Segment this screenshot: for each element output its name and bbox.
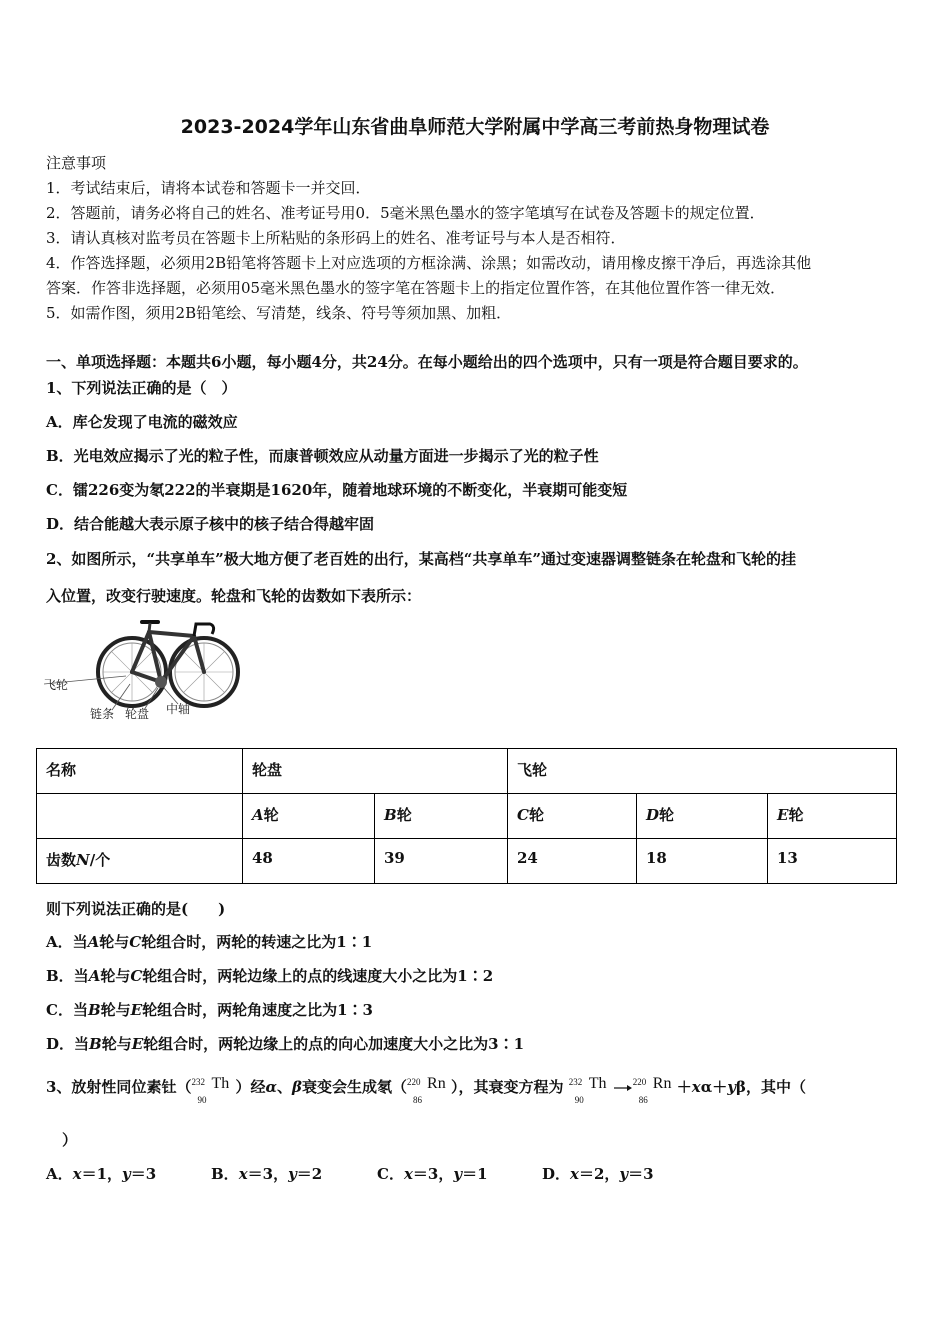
q2-stem: 2、如图所示，“共享单车”极大地方便了老百姓的出行，某高档“共享单车”通过变速器调整链条在轮盘和飞轮的挂 [46, 550, 796, 568]
note-item: 4．作答选择题，必须用2B铅笔将答题卡上对应选项的方框涂满、涂黑；如需改动，请用橡皮擦干净后，再选涂其他 [46, 254, 812, 272]
table-cell: C轮 [508, 794, 637, 839]
table-row [37, 839, 897, 884]
note-item: 答案．作答非选择题，必须用05毫米黑色墨水的签字笔在答题卡上的指定位置作答，在其他位置作答一律无效． [46, 279, 786, 297]
q2-option-b: B．当A轮与C轮组合时，两轮边缘上的点的线速度大小之比为1∶2 [46, 967, 494, 985]
thorium-nuclide: 232 90 Th [568, 1075, 607, 1105]
arrow-icon [613, 1083, 633, 1093]
q2-option-a: A．当A轮与C轮组合时，两轮的转速之比为1∶1 [46, 933, 373, 951]
q3-option-d: D．x＝2，y＝3 [542, 1165, 654, 1183]
q3-option-b: B．x＝3，y＝2 [211, 1165, 323, 1183]
teeth-table [36, 748, 897, 884]
note-item: 1．考试结束后，请将本试卷和答题卡一并交回． [46, 179, 371, 197]
table-cell: 48 [243, 839, 375, 884]
q2-option-c: C．当B轮与E轮组合时，两轮角速度之比为1∶3 [46, 1001, 373, 1019]
note-item: 3．请认真核对监考员在答题卡上所粘贴的条形码上的姓名、准考证号与本人是否相符． [46, 229, 626, 247]
note-item: 5．如需作图，须用2B铅笔绘、写清楚，线条、符号等须加黑、加粗． [46, 304, 512, 322]
q3-close: ） [62, 1131, 78, 1149]
q3-option-c: C．x＝3，y＝1 [377, 1165, 488, 1183]
q1-option-d: D．结合能越大表示原子核中的核子结合得越牢固 [46, 515, 375, 533]
table-cell: 齿数N/个 [37, 839, 243, 884]
table-cell: 24 [508, 839, 637, 884]
table-cell: E轮 [768, 794, 897, 839]
radon-nuclide: 220 86 Rn [407, 1075, 446, 1105]
section-heading: 一、单项选择题：本题共6小题，每小题4分，共24分。在每小题给出的四个选项中，只有一项是符合题目要求的。 [46, 353, 808, 371]
table-cell: D轮 [637, 794, 768, 839]
notes-heading: 注意事项 [46, 154, 107, 172]
q1-option-c: C．镭226变为氡222的半衰期是1620年，随着地球环境的不断变化，半衰期可能变短 [46, 481, 628, 499]
bicycle-figure [44, 612, 244, 722]
table-cell: 18 [637, 839, 768, 884]
q1-stem: 1、下列说法正确的是（ ） [46, 379, 237, 397]
q1-option-b: B．光电效应揭示了光的粒子性，而康普顿效应从动量方面进一步揭示了光的粒子性 [46, 447, 599, 465]
label-chainring: 轮盘 [125, 707, 150, 721]
table-cell: 13 [768, 839, 897, 884]
table-cell: B轮 [375, 794, 508, 839]
label-axle: 中轴 [166, 702, 191, 716]
page-title: 2023-2024学年山东省曲阜师范大学附属中学高三考前热身物理试卷 [180, 116, 770, 138]
q1-option-a: A．库仑发现了电流的磁效应 [46, 413, 238, 431]
table-cell: 飞轮 [508, 749, 897, 794]
table-cell: 轮盘 [243, 749, 508, 794]
radon-nuclide: 220 86 Rn [632, 1075, 672, 1105]
table-cell: 39 [375, 839, 508, 884]
table-cell: A轮 [243, 794, 375, 839]
label-chain: 链条 [90, 707, 115, 721]
q2-prompt: 则下列说法正确的是( ) [46, 900, 226, 918]
table-cell [37, 794, 243, 839]
table-row [37, 749, 897, 794]
thorium-nuclide: 232 90 Th [191, 1075, 230, 1105]
q3-option-a: A．x＝1，y＝3 [46, 1165, 157, 1183]
q3-stem: 3、放射性同位素钍（ 232 90 Th ）经α、β衰变会生成氡（ 220 86 Rn ），其衰变方程为 232 90 Th 220 86 Rn ＋xα＋yβ，其中（ [46, 1075, 806, 1105]
q2-stem: 入位置，改变行驶速度。轮盘和飞轮的齿数如下表所示： [46, 587, 422, 605]
table-row [37, 794, 897, 839]
label-flywheel: 飞轮 [44, 678, 69, 692]
table-cell: 名称 [37, 749, 243, 794]
note-item: 2．答题前，请务必将自己的姓名、准考证号用0．5毫米黑色墨水的签字笔填写在试卷及答题卡的规定位置． [46, 204, 765, 222]
q2-option-d: D．当B轮与E轮组合时，两轮边缘上的点的向心加速度大小之比为3∶1 [46, 1035, 525, 1053]
